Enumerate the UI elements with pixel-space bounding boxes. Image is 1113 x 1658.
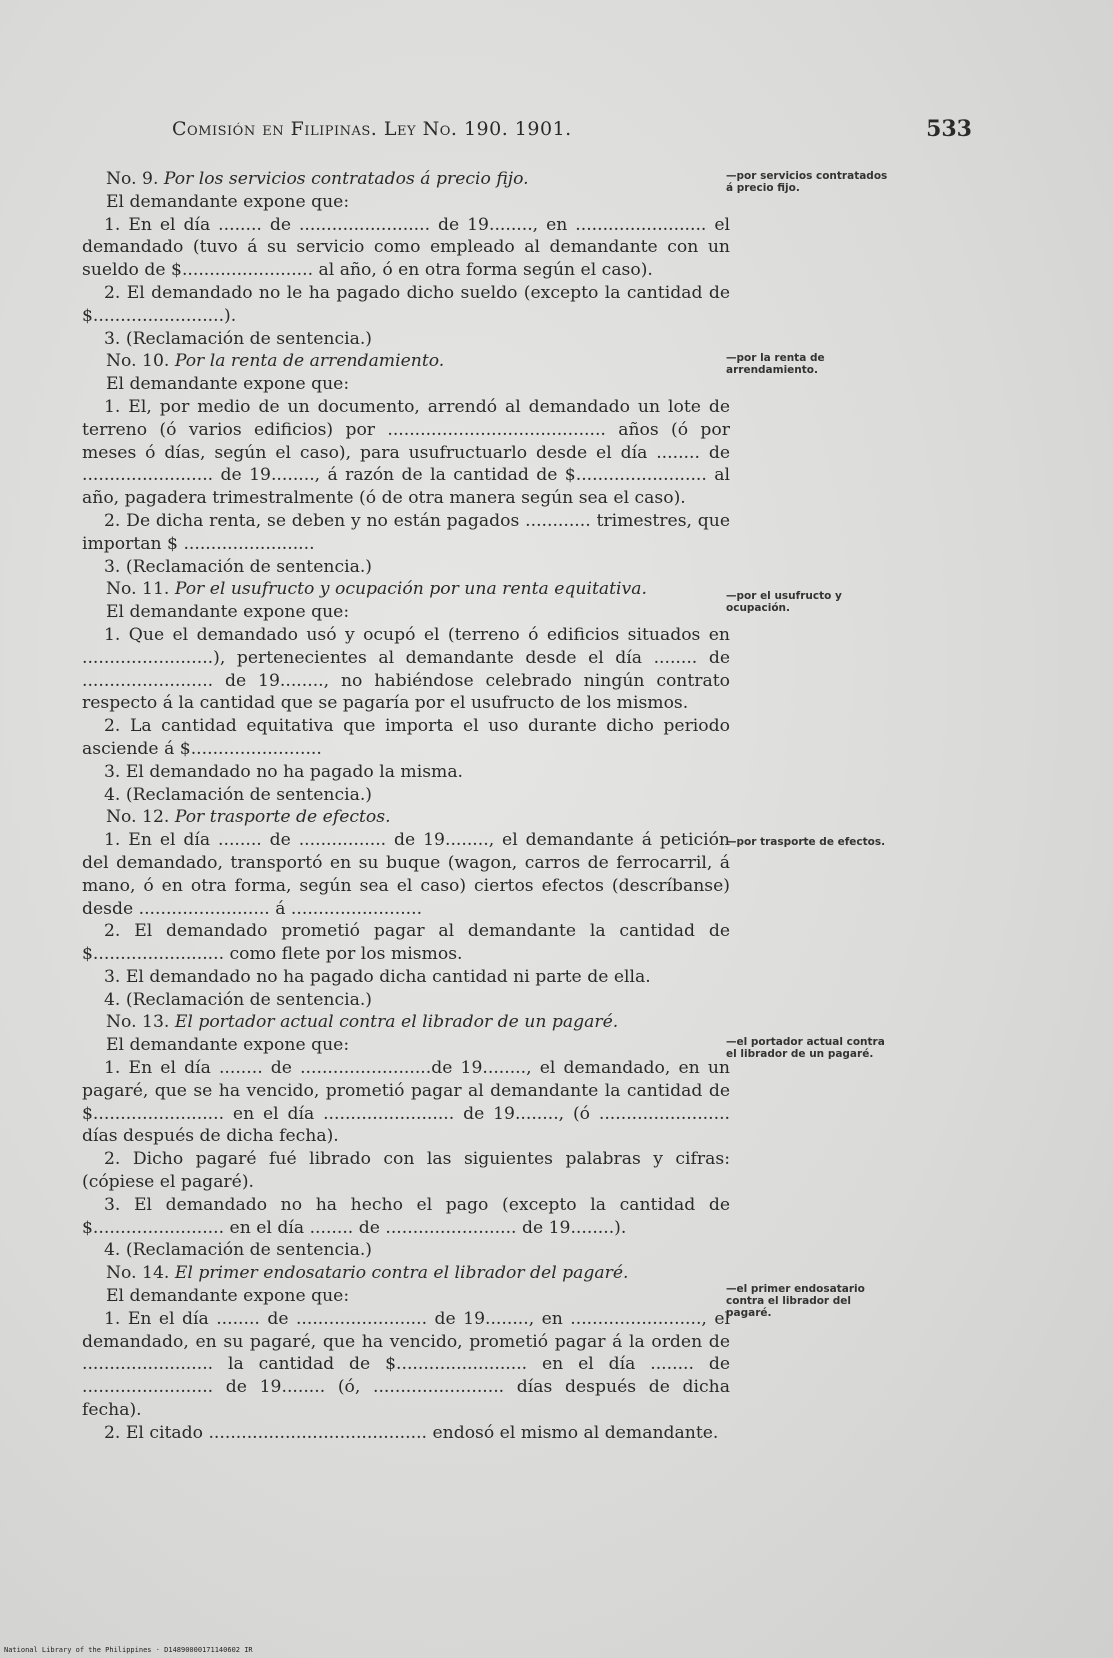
- margin-note-12: —por trasporte de efectos.: [726, 836, 886, 848]
- paragraph: 3. El demandado no ha pagado dicha cantidad ni parte de ella.: [104, 966, 651, 987]
- paragraph: 1. En el día ........ de ........................ de 19........, en ........................, el demandado, en su pagaré, que ha vencido, prometió pagar á la orden de ........................ la cantidad de $........................ en el día ........ de ........................ de 19........ (ó, ........................ días después de dicha fecha).: [82, 1308, 730, 1421]
- scan-footer: National Library of the Philippines · D14890000171140602 IR: [4, 1646, 253, 1654]
- section-heading-14: No. 14. El primer endosatario contra el librador del pagaré.: [106, 1263, 629, 1284]
- paragraph: 3. El demandado no ha pagado la misma.: [104, 761, 464, 782]
- paragraph: 2. El demandado prometió pagar al demandante la cantidad de $........................ como flete por los mismos.: [82, 921, 730, 965]
- margin-note-13: —el portador actual contra el librador de un pagaré.: [726, 1036, 885, 1060]
- paragraph: 2. El demandado no le ha pagado dicho sueldo (excepto la cantidad de $........................).: [82, 282, 730, 326]
- paragraph: 3. (Reclamación de sentencia.): [104, 556, 372, 577]
- section-heading-10: No. 10. Por la renta de arrendamiento.: [106, 351, 445, 372]
- section-intro: El demandante expone que:: [106, 191, 350, 212]
- paragraph: 1. El, por medio de un documento, arrendó al demandado un lote de terreno (ó varios edificios) por ........................................ años (ó por meses ó días, según el caso), para usufructuarlo desde el día ........ de ........................ de 19........, á razón de la cantidad de $........................ al año, pagadera trimestralmente (ó de otra manera según sea el caso).: [82, 396, 730, 509]
- paragraph: 4. (Reclamación de sentencia.): [104, 989, 372, 1010]
- section-intro: El demandante expone que:: [106, 1035, 350, 1056]
- page-number: 533: [926, 116, 972, 142]
- section-heading-9: No. 9. Por los servicios contratados á precio fijo.: [106, 169, 529, 189]
- paragraph: 2. De dicha renta, se deben y no están pagados ............ trimestres, que importan $ ........................: [82, 510, 730, 554]
- paragraph: 3. El demandado no ha hecho el pago (excepto la cantidad de $........................ en el día ........ de ........................ de 19........).: [82, 1194, 730, 1238]
- running-header: [172, 118, 972, 148]
- paragraph: 1. En el día ........ de ........................ de 19........, en ........................ el demandado (tuvo á su servicio como empleado al demandante con un sueldo de $........................ al año, ó en otra forma según el caso).: [82, 214, 730, 281]
- paragraph: 4. (Reclamación de sentencia.): [104, 784, 372, 805]
- margin-note-14: —el primer endosatario contra el librador del pagaré.: [726, 1283, 865, 1319]
- section-intro: El demandante expone que:: [106, 374, 350, 395]
- section-intro: El demandante expone que:: [106, 1286, 350, 1307]
- section-heading-13: No. 13. El portador actual contra el librador de un pagaré.: [106, 1012, 619, 1033]
- section-intro: El demandante expone que:: [106, 602, 350, 623]
- paragraph: 4. (Reclamación de sentencia.): [104, 1240, 372, 1261]
- section-heading-11: No. 11. Por el usufructo y ocupación por una renta equitativa.: [106, 579, 647, 600]
- margin-note-9: —por servicios contratados á precio fijo.: [726, 170, 888, 194]
- main-text: [82, 168, 730, 1445]
- section-heading-12: No. 12. Por trasporte de efectos.: [106, 807, 391, 828]
- running-title: Comisión en Filipinas. Ley No. 190. 1901.: [172, 118, 572, 140]
- paragraph: 3. (Reclamación de sentencia.): [104, 328, 372, 349]
- margin-note-11: —por el usufructo y ocupación.: [726, 590, 842, 614]
- paragraph: 2. El citado ........................................ endosó el mismo al demandante.: [104, 1422, 719, 1443]
- paragraph: 1. En el día ........ de ................ de 19........, el demandante á petición del demandado, transportó en su buque (wagon, carros de ferrocarril, á mano, ó en otra forma, según sea el caso) ciertos efectos (descríbanse) desde ........................ á ........................: [82, 830, 730, 919]
- paragraph: 2. La cantidad equitativa que importa el uso durante dicho periodo asciende á $........................: [82, 716, 730, 759]
- paragraph: 1. En el día ........ de ........................de 19........, el demandado, en un pagaré, que se ha vencido, prometió pagar al demandante la cantidad de $........................ en el día ........................ de 19........, (ó ........................ días después de dicha fecha).: [82, 1058, 730, 1147]
- margin-note-10: —por la renta de arrendamiento.: [726, 352, 825, 376]
- paragraph: 1. Que el demandado usó y ocupó el (terreno ó edificios situados en ........................), pertenecientes al demandante desde el día ........ de ........................ de 19........, no habiéndose celebrado ningún contrato respecto á la cantidad que se pagaría por el usufructo de los mismos.: [82, 624, 730, 714]
- paragraph: 2. Dicho pagaré fué librado con las siguientes palabras y cifras: (cópiese el pagaré).: [82, 1149, 730, 1193]
